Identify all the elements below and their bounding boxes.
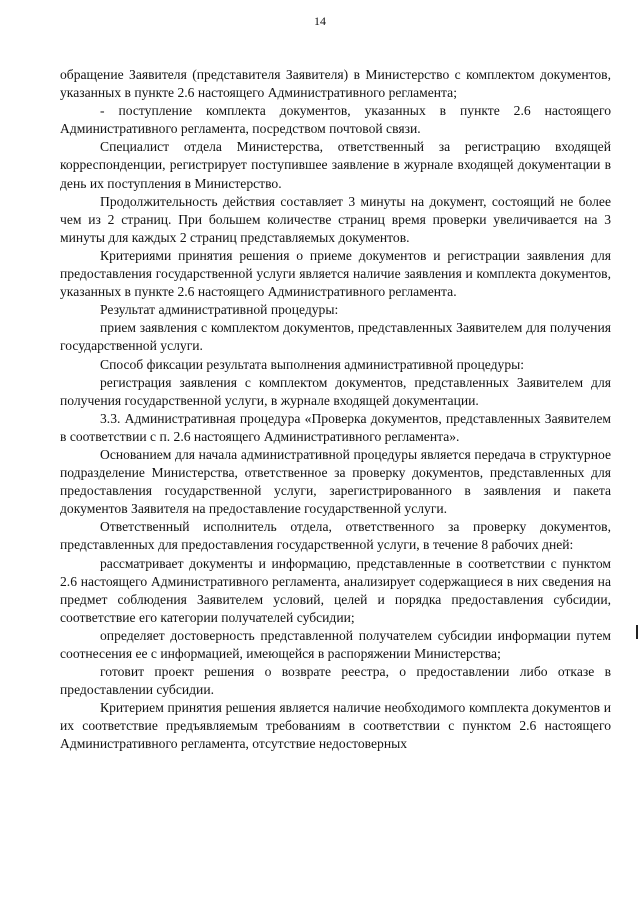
- paragraph-3: Специалист отдела Министерства, ответственный за регистрацию входящей корреспонденции, регистрирует поступившее заявление в журнале входящей документации в день их поступления в Министерство.: [60, 139, 611, 191]
- paragraph-11: Основанием для начала административной процедуры является передача в структурное подразделение Министерства, ответственное за проверку документов, представленных для предоставления государственной услуги, зарегистрированного в заявления и пакета документов Заявителя на предоставление государственной услуги.: [60, 446, 611, 517]
- paragraph-6: Результат административной процедуры:: [100, 302, 339, 318]
- paragraph-10-section-heading: 3.3. Административная процедура «Проверка документов, представленных Заявителем в соответствии с п. 2.6 настоящего Административного регламента».: [60, 410, 611, 444]
- scan-edge-mark: [636, 625, 638, 639]
- paragraph-5: Критериями принятия решения о приеме документов и регистрации заявления для предоставления государственной услуги является наличие заявления и комплекта документов, указанных в пункте 2.6 настоящего Административного регламента.: [60, 247, 611, 300]
- paragraph-4: Продолжительность действия составляет 3 минуты на документ, состоящий не более чем из 2 страниц. При большем количестве страниц время проверки увеличивается на 3 минуты для каждых 2 страниц представляемых документов.: [60, 193, 611, 245]
- paragraph-14: определяет достоверность представленной получателем субсидии информации путем соотнесения ее с информацией, имеющейся в распоряжении Министерства;: [60, 627, 611, 661]
- paragraph-16: Критерием принятия решения является наличие необходимого комплекта документов и их соответствие предъявляемым требованиям в соответствии с пунктом 2.6 настоящего Административного регламента, отсутствие недостоверных: [60, 700, 611, 752]
- paragraph-2: - поступление комплекта документов, указанных в пункте 2.6 настоящего Административного регламента, посредством почтовой связи.: [60, 103, 611, 137]
- paragraph-8: Способ фиксации результата выполнения административной процедуры:: [100, 356, 525, 372]
- paragraph-13: рассматривает документы и информацию, представленные в соответствии с пунктом 2.6 настоящего Административного регламента, анализирует содержащиеся в них сведения на предмет соблюдения Заявителем условий, целей и порядка предоставления субсидии, соответствие его категории получателей субсидии;: [60, 555, 611, 625]
- paragraph-12: Ответственный исполнитель отдела, ответственного за проверку документов, представленных для предоставления государственной услуги, в течение 8 рабочих дней:: [60, 519, 611, 553]
- paragraph-7: прием заявления с комплектом документов, представленных Заявителем для получения государственной услуги.: [60, 320, 611, 354]
- paragraph-9: регистрация заявления с комплектом документов, представленных Заявителем для получения государственной услуги, в журнале входящей документации.: [60, 374, 611, 408]
- page-number: 14: [314, 14, 326, 28]
- paragraph-1: обращение Заявителя (представителя Заявителя) в Министерство с комплектом документов, указанных в пункте 2.6 настоящего Административного регламента;: [60, 67, 611, 101]
- paragraph-15: готовит проект решения о возврате реестра, о предоставлении либо отказе в предоставлении субсидии.: [60, 664, 611, 698]
- document-body: [60, 66, 611, 754]
